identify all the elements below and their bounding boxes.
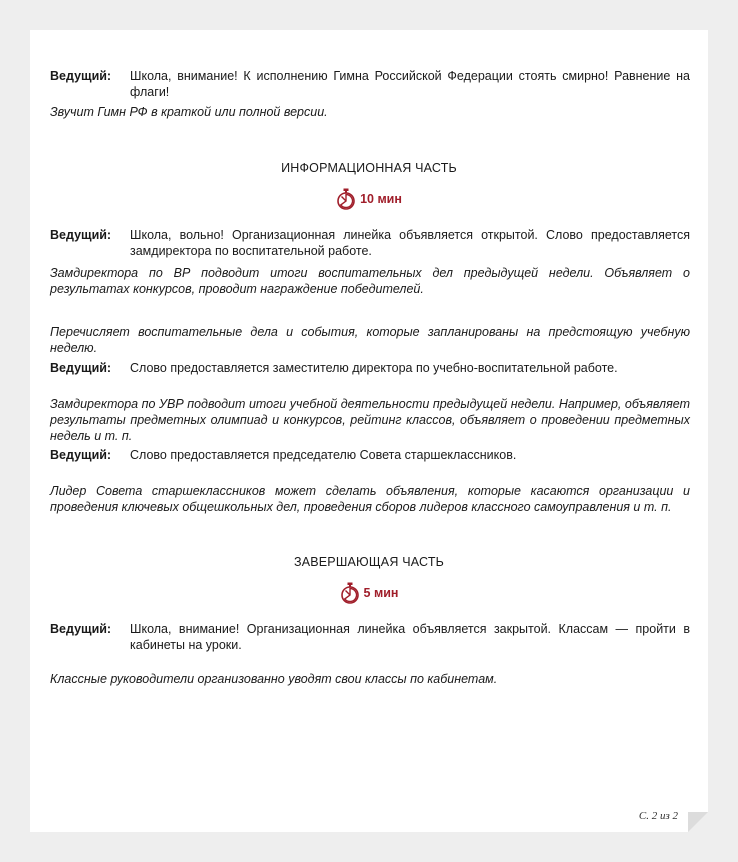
- page-curl: [688, 812, 708, 832]
- speech-text: Школа, внимание! Организационная линейка объявляется закрытой. Классам — пройти в кабинеты на уроки.: [130, 622, 690, 652]
- speech-text: Школа, вольно! Организационная линейка объявляется открытой. Слово предоставляется замдиректора по воспитательной работе.: [130, 228, 690, 258]
- speaker-label: Ведущий:: [50, 448, 112, 462]
- stopwatch-icon: [340, 582, 360, 604]
- timer-label: 10 мин: [360, 192, 402, 206]
- stage-direction: Замдиректора по УВР подводит итоги учебной деятельности предыдущей недели. Например, объявляет результаты предметных олимпиад и конкурсов, рейтинг классов, объявляет о проведении предметных недель и т. п.: [50, 397, 690, 443]
- timer-label: 5 мин: [363, 586, 399, 600]
- speaker-label: Ведущий:: [50, 361, 112, 375]
- section-heading: ЗАВЕРШАЮЩАЯ ЧАСТЬ: [293, 555, 445, 569]
- speaker-label: Ведущий:: [50, 228, 112, 242]
- stopwatch-icon: [336, 188, 356, 210]
- page-number: С. 2 из 2: [638, 810, 678, 822]
- speaker-label: Ведущий:: [50, 69, 112, 83]
- stage-direction: Перечисляет воспитательные дела и события, которые запланированы на предстоящую учебную неделю.: [50, 325, 690, 355]
- section-timer: [30, 582, 708, 604]
- speaker-label: Ведущий:: [50, 622, 112, 636]
- stage-direction: Классные руководители организованно уводят свои классы по кабинетам.: [50, 672, 498, 686]
- speech-text: Слово предоставляется председателю Совета старшеклассников.: [130, 448, 517, 462]
- stage-direction: Лидер Совета старшеклассников может сделать объявления, которые касаются организации и проведения ключевых общешкольных дел, проведения сборов лидеров классного самоуправления и т. п.: [50, 484, 690, 514]
- stage-direction: Замдиректора по ВР подводит итоги воспитательных дел предыдущей недели. Объявляет о результатах конкурсов, проводит награждение победителей.: [50, 266, 690, 296]
- section-timer: [30, 188, 708, 210]
- speech-text: Слово предоставляется заместителю директора по учебно-воспитательной работе.: [130, 361, 618, 375]
- stage-direction: Звучит Гимн РФ в краткой или полной версии.: [50, 105, 328, 119]
- speech-text: Школа, внимание! К исполнению Гимна Российской Федерации стоять смирно! Равнение на флаги!: [130, 69, 690, 99]
- document-page: [30, 30, 708, 832]
- section-heading: ИНФОРМАЦИОННАЯ ЧАСТЬ: [281, 161, 457, 175]
